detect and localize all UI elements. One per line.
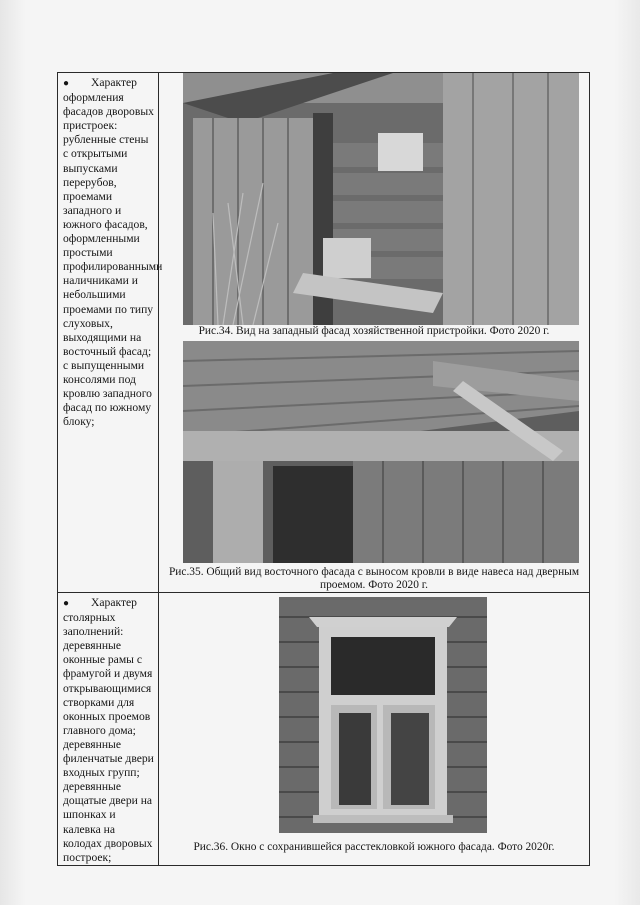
- description-text-block: [58, 73, 163, 429]
- photo-west-facade: [183, 73, 579, 325]
- photo-cell: [159, 593, 590, 866]
- bullet-icon: ●: [63, 78, 70, 89]
- description-text: Характер оформления фасадов дворовых пристроек: рубленные стены с открытыми выпусками перерубов, проемами западного и южного фасадов, оформленными простыми профилированными наличниками и небольшими проемами по типу слуховых, выходящими на восточный фасад; с выпущенными консолями под кровлю западного фасад по южному блоку;: [63, 76, 163, 429]
- description-text-block: [58, 593, 158, 865]
- figure-caption-34: Рис.34. Вид на западный фасад хозяйственной пристройки. Фото 2020 г.: [198, 325, 550, 337]
- table-row: [58, 593, 590, 866]
- photo-window: [279, 597, 487, 833]
- photo-cell: [159, 73, 590, 593]
- photo-east-facade: [183, 341, 579, 563]
- bullet-icon: ●: [63, 598, 70, 609]
- table-row: [58, 73, 590, 593]
- description-text: Характер столярных заполнений: деревянные оконные рамы с фрамугой и двумя открывающимися створками для оконных проемов главного дома; деревянные филенчатые двери входных групп; деревянные дощатые двери на шпонках и калевка на колодах дворовых построек;: [63, 596, 154, 864]
- figure-caption-36: Рис.36. Окно с сохранившейся расстекловкой южного фасада. Фото 2020г.: [193, 841, 555, 853]
- figure-caption-35: Рис.35. Общий вид восточного фасада с выносом кровли в виде навеса над дверным проемом. Фото 2020 г.: [168, 566, 580, 591]
- description-cell: [58, 593, 159, 866]
- description-cell: [58, 73, 163, 593]
- document-table: [57, 72, 590, 866]
